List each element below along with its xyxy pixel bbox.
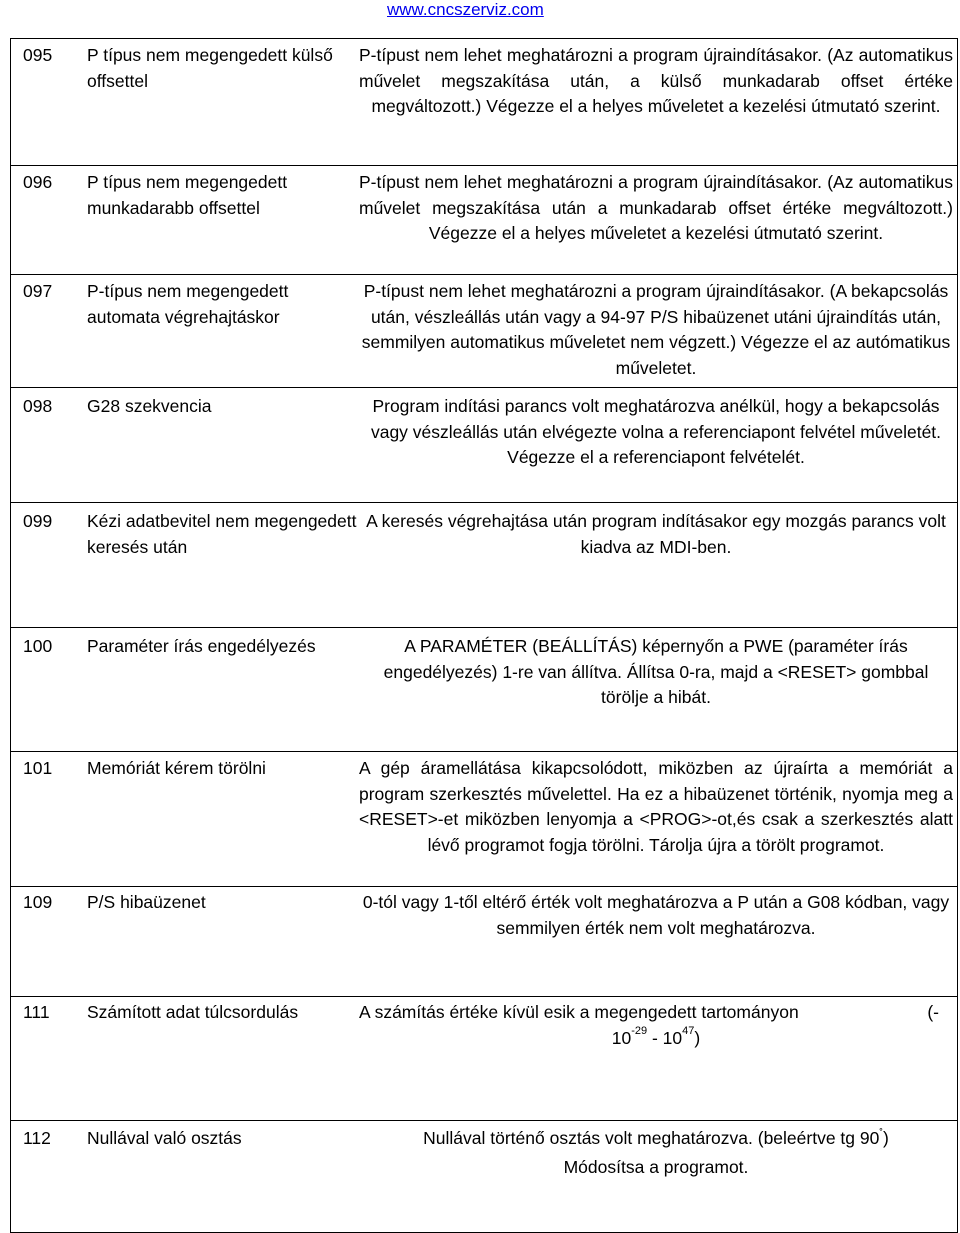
error-name: P-típus nem megengedett automata végrehajtáskor	[75, 275, 359, 388]
table-row	[11, 887, 958, 997]
table-row	[11, 752, 958, 887]
range-open: (-	[927, 1002, 939, 1022]
description-line	[359, 1000, 953, 1026]
error-name: Számított adat túlcsordulás	[75, 997, 359, 1121]
table-row	[11, 997, 958, 1121]
description-text: A számítás értéke kívül esik a megengedett tartományon	[359, 1002, 799, 1022]
error-code: 109	[11, 887, 76, 997]
error-description: A keresés végrehajtása után program indításakor egy mozgás parancs volt kiadva az MDI-ben.	[359, 503, 958, 628]
table-row	[11, 166, 958, 275]
range-separator: - 10	[647, 1027, 683, 1048]
error-code-table	[10, 38, 958, 1233]
error-name: Nullával való osztás	[75, 1121, 359, 1233]
error-description	[359, 1121, 958, 1233]
error-description: P-típust nem lehet meghatározni a program újraindításakor. (Az automatikus művelet megszakítása után, a külső munkadarab offset értéke megváltozott.) Végezze el a helyes műveletet a kezelési útmutató szerint.	[359, 39, 958, 166]
degree-symbol: ˚	[879, 1128, 884, 1140]
description-close: )	[883, 1128, 889, 1148]
table-row	[11, 39, 958, 166]
error-description: A PARAMÉTER (BEÁLLÍTÁS) képernyőn a PWE (paraméter írás engedélyezés) 1-re van állítva. Állítsa 0-ra, majd a <RESET> gombbal törölje a hibát.	[359, 628, 958, 752]
error-code: 100	[11, 628, 76, 752]
error-code: 097	[11, 275, 76, 388]
range-close: )	[694, 1027, 701, 1048]
error-description: 0-tól vagy 1-től eltérő érték volt meghatározva a P után a G08 kódban, vagy semmilyen érték nem volt meghatározva.	[359, 887, 958, 997]
range-exponent-max: 47	[682, 1024, 695, 1037]
site-link[interactable]: www.cncszerviz.com	[387, 0, 544, 19]
error-code: 101	[11, 752, 76, 887]
range-base: 10	[611, 1027, 632, 1048]
table-row	[11, 275, 958, 388]
error-description: Program indítási parancs volt meghatározva anélkül, hogy a bekapcsolás vagy vészleállás után elvégezte volna a referenciapont felvétel műveletét. Végezze el a referenciapont felvételét.	[359, 388, 958, 503]
error-description: A gép áramellátása kikapcsolódott, miközben az újraírta a memóriát a program szerkesztés művelettel. Ha ez a hibaüzenet történik, nyomja meg a <RESET>-et miközben lenyomja a <PROG>-ot,és csak a szerkesztés alatt lévő programot fogja törölni. Tárolja újra a törölt programot.	[359, 752, 958, 887]
error-code: 111	[11, 997, 76, 1121]
table-row	[11, 1121, 958, 1233]
error-code: 096	[11, 166, 76, 275]
range-values	[359, 1026, 953, 1052]
description-line	[359, 1126, 953, 1155]
table-row	[11, 503, 958, 628]
description-text: Nullával történő osztás volt meghatározva. (beleértve tg 90	[423, 1128, 880, 1148]
table-row	[11, 628, 958, 752]
error-code: 099	[11, 503, 76, 628]
description-line: Módosítsa a programot.	[563, 1156, 749, 1177]
error-description: P-típust nem lehet meghatározni a program újraindításakor. (A bekapcsolás után, vészleállás után vagy a 94-97 P/S hibaüzenet utáni újraindítás után, semmilyen automatikus műveletet nem végzett.) Végezze el az autómatikus műveletet.	[359, 275, 958, 388]
error-description	[359, 997, 958, 1121]
error-name: P típus nem megengedett munkadarabb offsettel	[75, 166, 359, 275]
error-code: 098	[11, 388, 76, 503]
error-name: Kézi adatbevitel nem megengedett keresés után	[75, 503, 359, 628]
error-name: Paraméter írás engedélyezés	[75, 628, 359, 752]
error-description: P-típust nem lehet meghatározni a program újraindításakor. (Az automatikus művelet megszakítása után a munkadarab offset értéke megváltozott.) Végezze el a helyes műveletet a kezelési útmutató szerint.	[359, 166, 958, 275]
error-name: P típus nem megengedett külső offsettel	[75, 39, 359, 166]
error-code: 095	[11, 39, 76, 166]
table-row	[11, 388, 958, 503]
error-name: P/S hibaüzenet	[75, 887, 359, 997]
range-exponent-min: -29	[631, 1024, 648, 1037]
error-name: Memóriát kérem törölni	[75, 752, 359, 887]
error-name: G28 szekvencia	[75, 388, 359, 503]
error-code: 112	[11, 1121, 76, 1233]
